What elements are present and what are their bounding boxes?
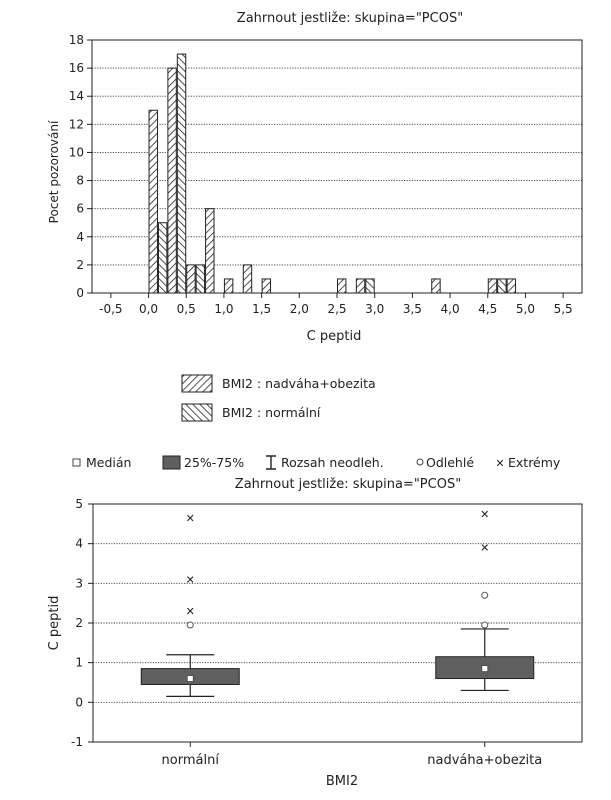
histogram-bar-nadvaha (356, 279, 364, 293)
histogram-title: Zahrnout jestliže: skupina="PCOS" (236, 11, 464, 26)
boxplot-extreme-point: ✕ (185, 511, 195, 525)
histogram-y-tick-label: 0 (76, 286, 84, 300)
histogram-bars (149, 54, 516, 293)
histogram-x-tick-label: 3,5 (402, 302, 422, 316)
histogram-x-tick-label: 4,0 (440, 302, 460, 316)
boxplot-extreme-point: ✕ (185, 573, 195, 587)
boxplot-y-axis-label: C peptid (47, 595, 62, 651)
legend-median-label: Medián (86, 455, 132, 470)
histogram-x-tick-label: 2,5 (327, 302, 347, 316)
histogram-x-axis-label: C peptid (306, 329, 362, 344)
histogram-bar-nadvaha (338, 279, 346, 293)
boxplot-x-axis-label: BMI2 (325, 774, 359, 789)
boxplot-boxes (141, 508, 534, 696)
legend-whisker-label: Rozsah neodleh. (281, 455, 384, 470)
legend-extreme-label: Extrémy (508, 455, 561, 470)
boxplot-y-tick-label: 4 (75, 536, 83, 551)
histogram-y-ticks (69, 33, 92, 300)
histogram-x-tick-label: 1,5 (252, 302, 272, 316)
histogram-y-tick-label: 8 (76, 173, 84, 188)
boxplot-y-ticks (71, 497, 93, 749)
histogram-bar-normalni (177, 54, 185, 293)
boxplot-y-tick-label: -1 (71, 735, 83, 749)
histogram-legend (182, 375, 376, 421)
boxplot-y-tick-label: 0 (75, 695, 83, 710)
legend-box-icon (163, 456, 180, 469)
legend-extreme-icon: ✕ (495, 457, 505, 470)
boxplot-group (436, 508, 534, 691)
histogram-y-tick-label: 14 (68, 89, 84, 104)
histogram-x-tick-label: 3,0 (365, 302, 385, 316)
histogram-y-tick-label: 16 (68, 61, 84, 76)
histogram-x-tick-label: -0,5 (99, 302, 123, 316)
histogram-x-tick-label: 5,5 (553, 302, 573, 316)
boxplot-extreme-point: ✕ (480, 541, 490, 555)
histogram-y-tick-label: 2 (76, 257, 84, 272)
histogram-bar-nadvaha (224, 279, 232, 293)
boxplot-y-tick-label: 5 (75, 497, 83, 511)
histogram-bar-nadvaha (243, 265, 251, 293)
histogram-x-tick-label: 0,0 (138, 302, 159, 316)
histogram-y-tick-label: 4 (76, 229, 84, 244)
legend-median-icon (73, 459, 80, 466)
histogram-bar-nadvaha (432, 279, 440, 293)
legend-label-normalni: BMI2 : normální (222, 405, 321, 420)
boxplot-x-tick-label: normální (161, 753, 219, 768)
legend-swatch-nadvaha (182, 375, 212, 392)
legend-outlier-icon (417, 459, 423, 465)
boxplot-outlier-point (482, 622, 488, 628)
boxplot-y-tick-label: 1 (75, 655, 83, 670)
boxplot-legend (73, 455, 561, 470)
boxplot-y-tick-label: 2 (75, 616, 83, 630)
histogram-bar-nadvaha (206, 209, 214, 293)
boxplot-y-tick-label: 3 (75, 576, 83, 591)
histogram-bar-nadvaha (149, 110, 157, 293)
histogram-bar-nadvaha (507, 279, 515, 293)
boxplot-outlier-point (482, 592, 488, 598)
histogram-y-tick-label: 18 (68, 33, 84, 47)
legend-label-nadvaha: BMI2 : nadváha+obezita (222, 376, 376, 391)
boxplot-outlier-point (187, 622, 193, 628)
histogram-x-tick-label: 4,5 (478, 302, 498, 316)
histogram-y-tick-label: 10 (68, 145, 84, 160)
legend-whisker-icon (266, 456, 276, 469)
histogram-y-tick-label: 12 (68, 117, 84, 132)
legend-outlier-label: Odlehlé (426, 455, 475, 470)
legend-box-label: 25%-75% (184, 455, 245, 470)
boxplot-median-marker (187, 676, 193, 682)
histogram-bar-nadvaha (262, 279, 270, 293)
histogram-x-tick-label: 5,0 (515, 302, 536, 316)
histogram-y-tick-label: 6 (76, 201, 84, 216)
boxplot-extreme-point: ✕ (185, 605, 195, 619)
histogram-chart (47, 11, 582, 421)
histogram-bar-normalni (196, 265, 204, 293)
boxplot-chart (47, 455, 582, 789)
histogram-y-axis-label: Pocet pozorování (47, 120, 61, 224)
legend-swatch-normalni (182, 404, 212, 421)
histogram-x-tick-label: 2,0 (289, 302, 309, 316)
boxplot-x-tick-label: nadváha+obezita (427, 753, 543, 768)
histogram-bar-normalni (366, 279, 374, 293)
histogram-x-tick-label: 0,5 (176, 302, 196, 316)
boxplot-median-marker (482, 666, 488, 672)
histogram-bar-nadvaha (488, 279, 496, 293)
boxplot-x-ticks (162, 742, 543, 768)
histogram-x-ticks (99, 293, 573, 316)
boxplot-group (141, 512, 239, 697)
histogram-bar-normalni (158, 223, 166, 293)
boxplot-extreme-point: ✕ (480, 507, 490, 521)
boxplot-title: Zahrnout jestliže: skupina="PCOS" (234, 477, 462, 492)
histogram-bar-nadvaha (168, 68, 176, 293)
histogram-bar-normalni (498, 279, 506, 293)
histogram-x-tick-label: 1,0 (214, 302, 234, 316)
histogram-bar-nadvaha (187, 265, 195, 293)
